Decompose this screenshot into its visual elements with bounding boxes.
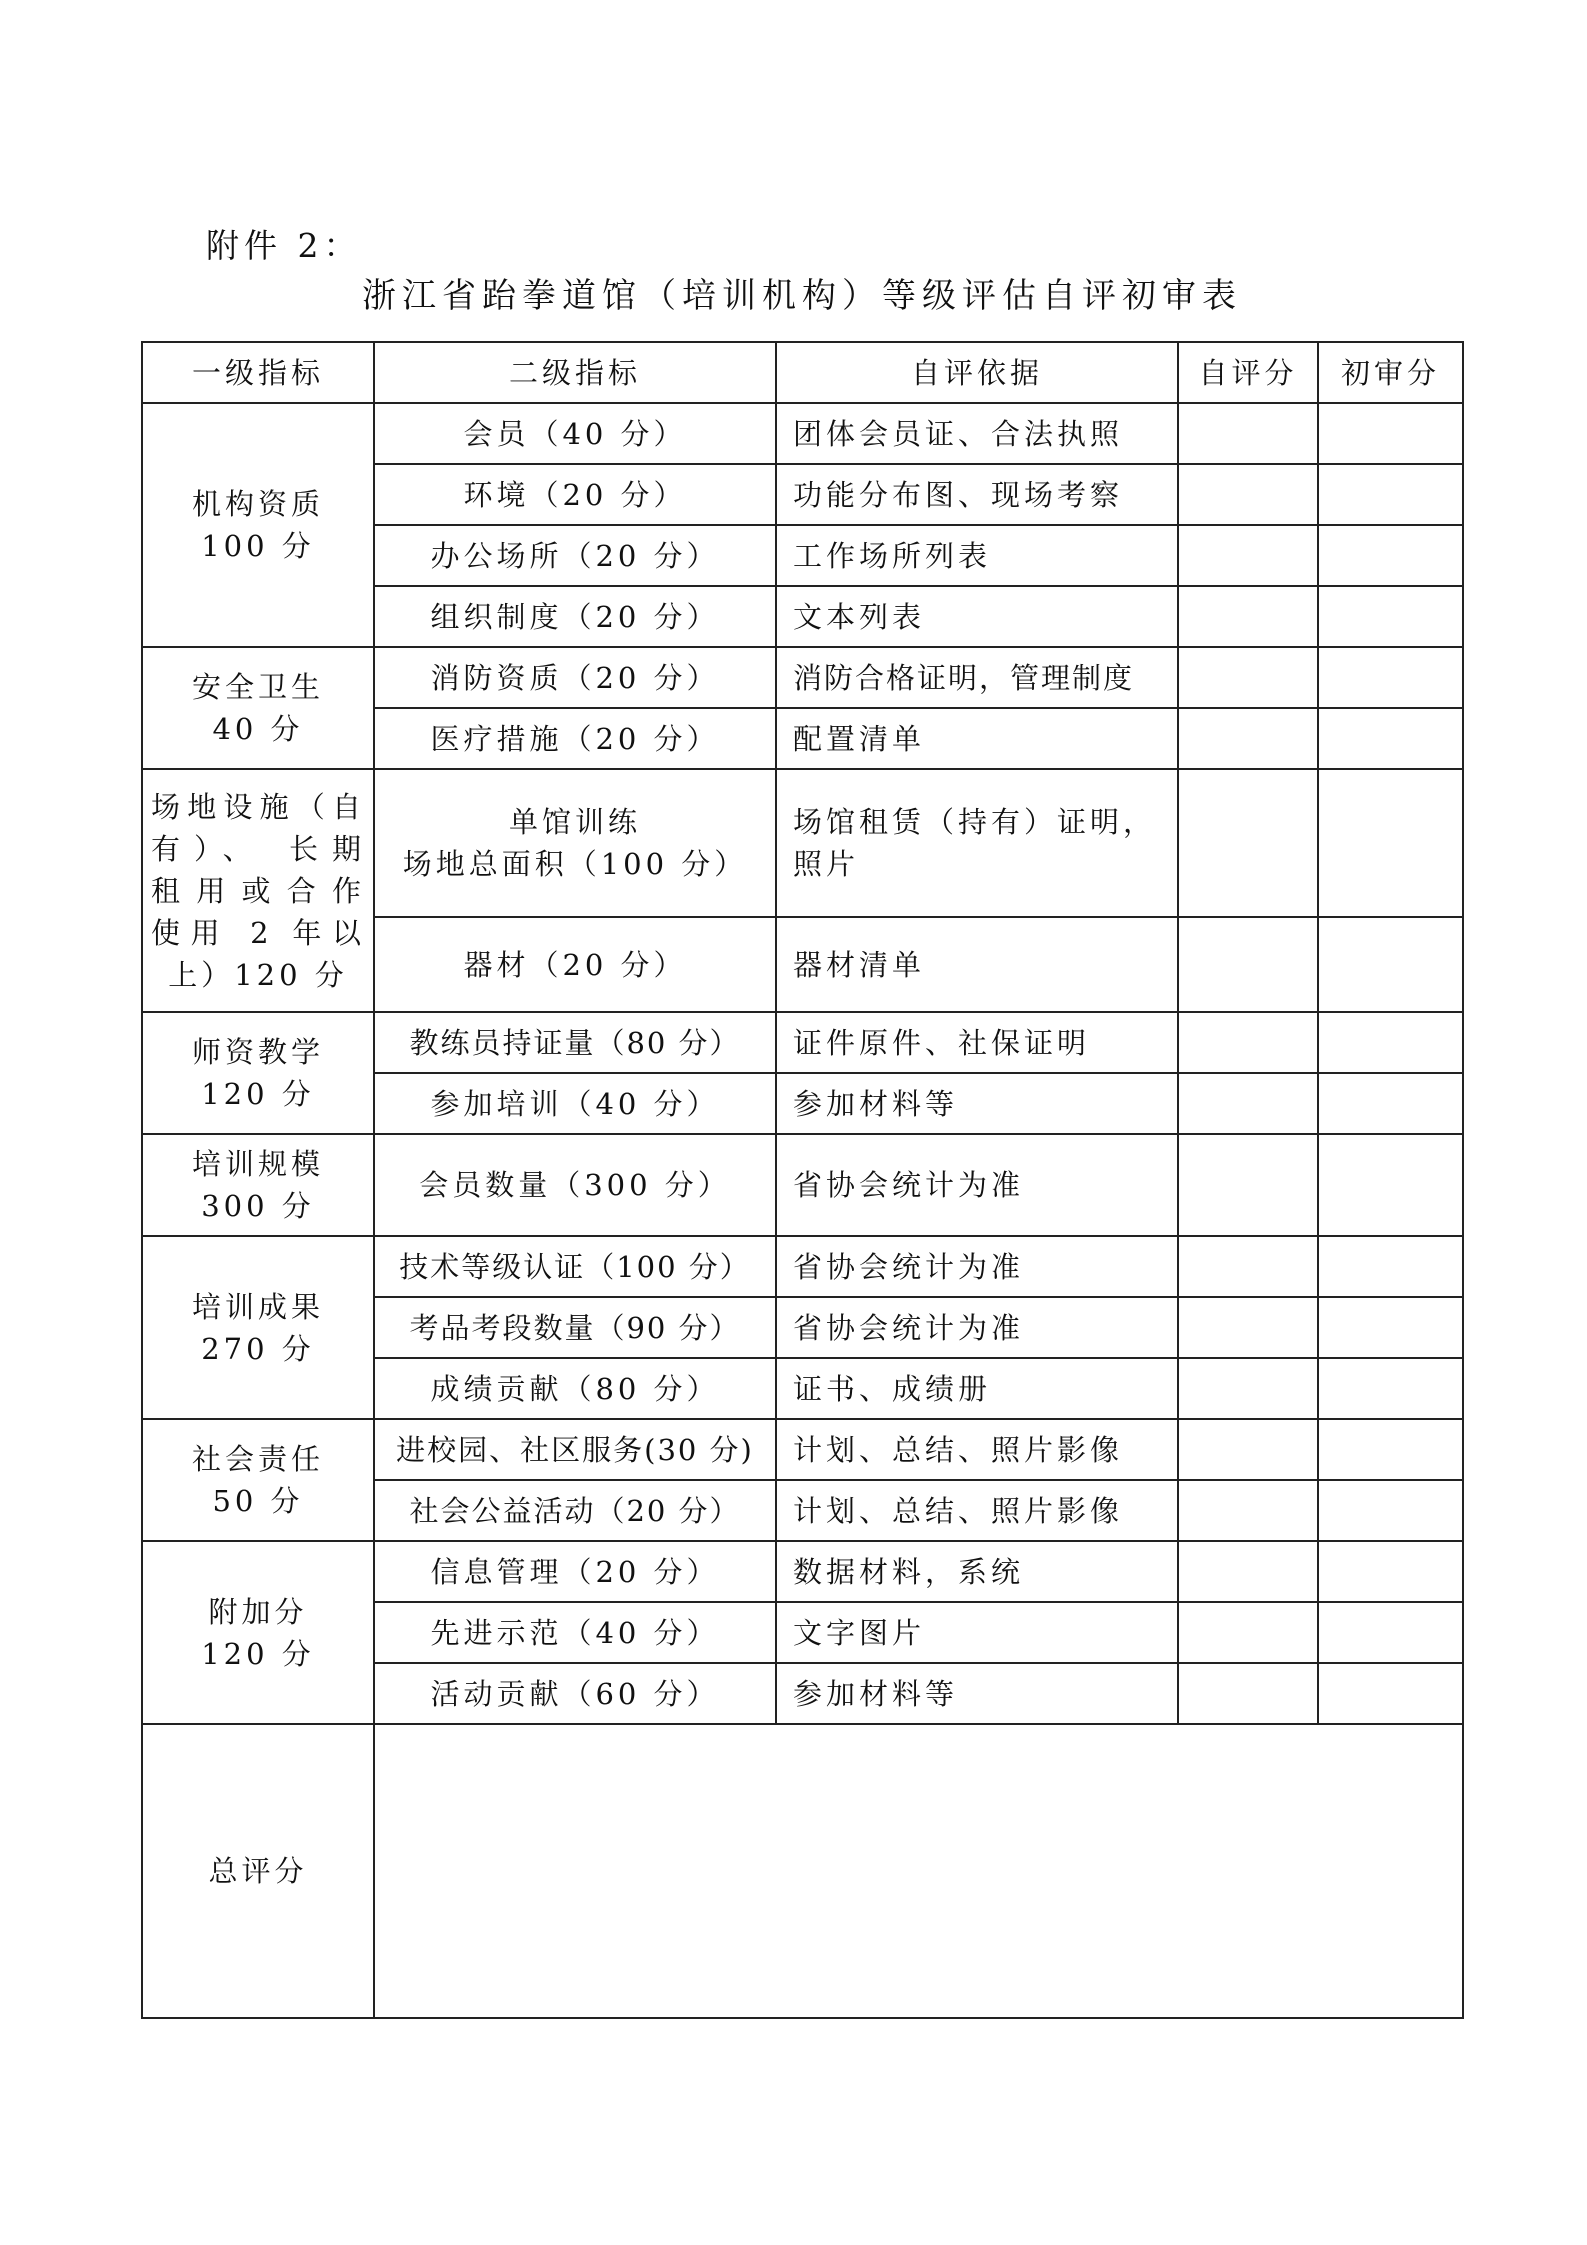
item-cell: 信息管理（20 分） xyxy=(374,1541,776,1602)
review-score-cell[interactable] xyxy=(1318,1663,1463,1724)
item-cell: 先进示范（40 分） xyxy=(374,1602,776,1663)
item-line: 单馆训练 xyxy=(508,805,641,839)
table-row xyxy=(142,1012,1463,1073)
self-score-cell[interactable] xyxy=(1178,1419,1318,1480)
total-row xyxy=(142,1724,1463,2018)
category-name: 师资教学 xyxy=(191,1035,324,1069)
review-score-cell[interactable] xyxy=(1318,647,1463,708)
basis-cell: 文本列表 xyxy=(776,586,1178,647)
self-score-cell[interactable] xyxy=(1178,1297,1318,1358)
self-score-cell[interactable] xyxy=(1178,647,1318,708)
review-score-cell[interactable] xyxy=(1318,525,1463,586)
category-cell xyxy=(142,1012,374,1134)
review-score-cell[interactable] xyxy=(1318,1541,1463,1602)
review-score-cell[interactable] xyxy=(1318,1236,1463,1297)
item-cell: 消防资质（20 分） xyxy=(374,647,776,708)
self-score-cell[interactable] xyxy=(1178,525,1318,586)
item-cell: 器材（20 分） xyxy=(374,917,776,1012)
item-line: 场地总面积（100 分） xyxy=(402,847,748,881)
basis-cell: 省协会统计为准 xyxy=(776,1134,1178,1236)
basis-cell: 团体会员证、合法执照 xyxy=(776,403,1178,464)
header-self-score: 自评分 xyxy=(1178,342,1318,403)
self-score-cell[interactable] xyxy=(1178,1480,1318,1541)
self-score-cell[interactable] xyxy=(1178,1663,1318,1724)
basis-cell: 证书、成绩册 xyxy=(776,1358,1178,1419)
item-cell: 组织制度（20 分） xyxy=(374,586,776,647)
table-row xyxy=(142,403,1463,464)
evaluation-table xyxy=(141,341,1464,2019)
item-cell: 社会公益活动（20 分） xyxy=(374,1480,776,1541)
category-line: 上）120 分 xyxy=(168,957,348,992)
basis-cell: 证件原件、社保证明 xyxy=(776,1012,1178,1073)
attachment-label: 附件 2： xyxy=(206,226,362,265)
category-name: 附加分 xyxy=(208,1594,308,1629)
category-name: 社会责任 xyxy=(191,1442,324,1476)
category-cell xyxy=(142,647,374,769)
table-row xyxy=(142,1134,1463,1236)
category-points: 100 分 xyxy=(201,529,315,563)
item-cell: 会员数量（300 分） xyxy=(374,1134,776,1236)
review-score-cell[interactable] xyxy=(1318,1012,1463,1073)
item-cell: 会员（40 分） xyxy=(374,403,776,464)
self-score-cell[interactable] xyxy=(1178,1236,1318,1297)
self-score-cell[interactable] xyxy=(1178,708,1318,769)
category-points: 120 分 xyxy=(201,1636,315,1671)
item-cell: 医疗措施（20 分） xyxy=(374,708,776,769)
self-score-cell[interactable] xyxy=(1178,1134,1318,1236)
self-score-cell[interactable] xyxy=(1178,403,1318,464)
header-level1: 一级指标 xyxy=(142,342,374,403)
table-header-row xyxy=(142,342,1463,403)
item-cell: 进校园、社区服务(30 分) xyxy=(374,1419,776,1480)
basis-cell: 参加材料等 xyxy=(776,1663,1178,1724)
document-title: 浙江省跆拳道馆（培训机构）等级评估自评初审表 xyxy=(362,276,1242,316)
basis-cell: 省协会统计为准 xyxy=(776,1236,1178,1297)
item-cell: 技术等级认证（100 分） xyxy=(374,1236,776,1297)
review-score-cell[interactable] xyxy=(1318,586,1463,647)
self-score-cell[interactable] xyxy=(1178,464,1318,525)
item-cell: 考品考段数量（90 分） xyxy=(374,1297,776,1358)
basis-cell: 文字图片 xyxy=(776,1602,1178,1663)
category-points: 120 分 xyxy=(201,1077,315,1111)
item-cell: 参加培训（40 分） xyxy=(374,1073,776,1134)
review-score-cell[interactable] xyxy=(1318,1358,1463,1419)
basis-cell: 数据材料，系统 xyxy=(776,1541,1178,1602)
basis-line: 场馆租赁（持有）证明， xyxy=(793,805,1157,839)
total-score-cell[interactable] xyxy=(374,1724,1463,2018)
self-score-cell[interactable] xyxy=(1178,1602,1318,1663)
basis-cell: 省协会统计为准 xyxy=(776,1297,1178,1358)
basis-cell: 器材清单 xyxy=(776,917,1178,1012)
review-score-cell[interactable] xyxy=(1318,1602,1463,1663)
category-cell xyxy=(142,1236,374,1419)
review-score-cell[interactable] xyxy=(1318,1480,1463,1541)
table-row xyxy=(142,1236,1463,1297)
review-score-cell[interactable] xyxy=(1318,403,1463,464)
basis-cell xyxy=(776,769,1178,917)
category-name: 机构资质 xyxy=(191,487,324,521)
table-row xyxy=(142,1541,1463,1602)
item-cell: 活动贡献（60 分） xyxy=(374,1663,776,1724)
table-row xyxy=(142,769,1463,917)
category-line: 使用 2 年以 xyxy=(151,915,365,950)
total-label: 总评分 xyxy=(142,1724,374,2018)
review-score-cell[interactable] xyxy=(1318,1297,1463,1358)
category-cell xyxy=(142,1134,374,1236)
basis-cell: 参加材料等 xyxy=(776,1073,1178,1134)
review-score-cell[interactable] xyxy=(1318,708,1463,769)
header-level2: 二级指标 xyxy=(374,342,776,403)
self-score-cell[interactable] xyxy=(1178,1012,1318,1073)
basis-cell: 消防合格证明，管理制度 xyxy=(776,647,1178,708)
item-cell: 环境（20 分） xyxy=(374,464,776,525)
category-name: 安全卫生 xyxy=(191,670,324,704)
table-row xyxy=(142,1419,1463,1480)
category-cell xyxy=(142,769,374,1012)
category-points: 270 分 xyxy=(201,1331,315,1366)
category-name: 培训成果 xyxy=(191,1289,324,1324)
category-points: 50 分 xyxy=(212,1484,304,1518)
category-cell xyxy=(142,1541,374,1724)
category-cell xyxy=(142,1419,374,1541)
review-score-cell[interactable] xyxy=(1318,1073,1463,1134)
category-name: 培训规模 xyxy=(191,1147,324,1181)
self-score-cell[interactable] xyxy=(1178,586,1318,647)
review-score-cell[interactable] xyxy=(1318,464,1463,525)
category-line: 租用或合作 xyxy=(151,873,365,908)
category-line: 有）、 长期 xyxy=(151,831,365,866)
basis-cell: 计划、总结、照片影像 xyxy=(776,1419,1178,1480)
self-score-cell[interactable] xyxy=(1178,1541,1318,1602)
self-score-cell[interactable] xyxy=(1178,1073,1318,1134)
category-points: 40 分 xyxy=(212,712,304,746)
basis-line: 照片 xyxy=(793,847,860,881)
basis-cell: 功能分布图、现场考察 xyxy=(776,464,1178,525)
table-row xyxy=(142,647,1463,708)
basis-cell: 计划、总结、照片影像 xyxy=(776,1480,1178,1541)
category-points: 300 分 xyxy=(201,1189,315,1223)
review-score-cell[interactable] xyxy=(1318,769,1463,917)
category-cell xyxy=(142,403,374,647)
review-score-cell[interactable] xyxy=(1318,1134,1463,1236)
item-cell: 成绩贡献（80 分） xyxy=(374,1358,776,1419)
header-review-score: 初审分 xyxy=(1318,342,1463,403)
review-score-cell[interactable] xyxy=(1318,1419,1463,1480)
item-cell: 教练员持证量（80 分） xyxy=(374,1012,776,1073)
item-cell: 办公场所（20 分） xyxy=(374,525,776,586)
review-score-cell[interactable] xyxy=(1318,917,1463,1012)
item-cell xyxy=(374,769,776,917)
basis-cell: 工作场所列表 xyxy=(776,525,1178,586)
self-score-cell[interactable] xyxy=(1178,917,1318,1012)
self-score-cell[interactable] xyxy=(1178,1358,1318,1419)
basis-cell: 配置清单 xyxy=(776,708,1178,769)
header-basis: 自评依据 xyxy=(776,342,1178,403)
self-score-cell[interactable] xyxy=(1178,769,1318,917)
category-line: 场地设施（自 xyxy=(151,789,365,824)
